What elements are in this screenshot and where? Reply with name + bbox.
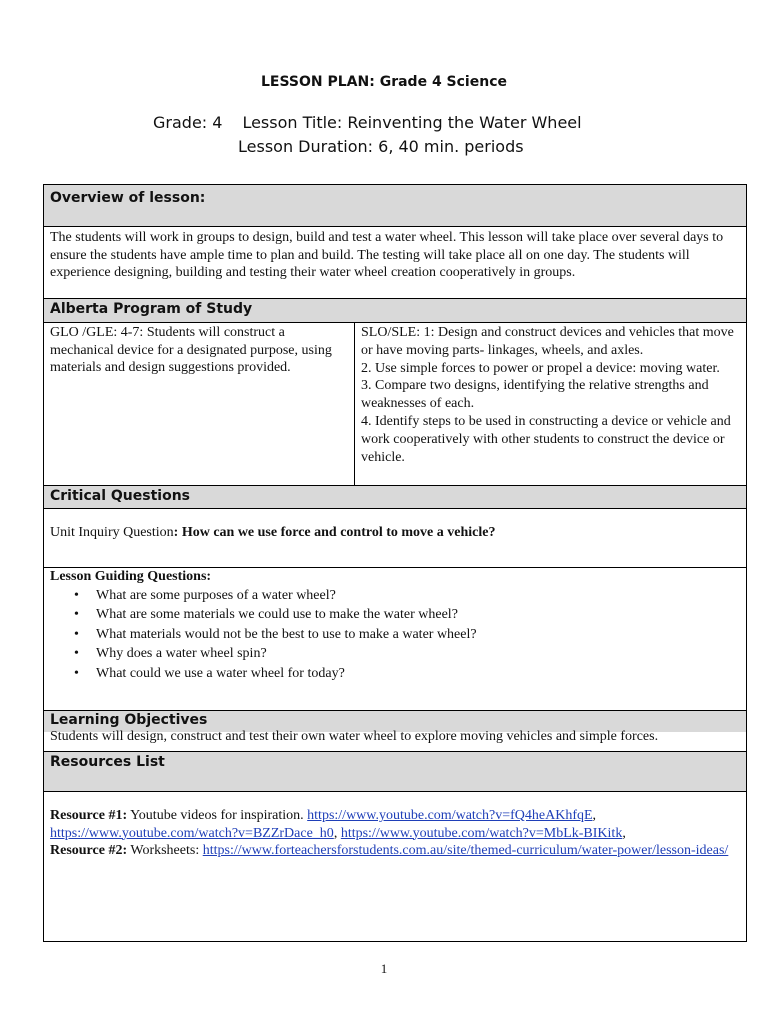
guiding-heading: Lesson Guiding Questions: bbox=[50, 569, 212, 584]
slo-item: 2. Use simple forces to power or propel a device: moving water. bbox=[361, 360, 720, 376]
list-item: • Why does a water wheel spin? bbox=[96, 644, 746, 664]
resource-2-text: Worksheets: bbox=[127, 843, 203, 858]
list-item: • What are some purposes of a water wheel? bbox=[96, 586, 746, 606]
resource-1-label: Resource #1: bbox=[50, 808, 128, 823]
slo-item: 4. Identify steps to be used in constructing a device or vehicle and work cooperatively with other students to construct the device or vehicle. bbox=[361, 413, 731, 465]
document-title: LESSON PLAN: Grade 4 Science bbox=[260, 74, 507, 90]
inquiry-question: : How can we use force and control to move a vehicle? bbox=[173, 525, 496, 540]
resource-link[interactable]: https://www.youtube.com/watch?v=MbLk-BIKitk bbox=[340, 825, 623, 841]
resource-1-text: Youtube videos for inspiration. bbox=[127, 808, 308, 823]
overview-text: The students will work in groups to design, build and test a water wheel. This lesson will take place over several days to ensure the students have ample time to plan and build. The testing will take place all on one day. The students will experience designing, building and testing their water wheel creation cooperatively in groups. bbox=[50, 230, 724, 280]
guiding-list bbox=[44, 586, 746, 684]
slo-item: 3. Compare two designs, identifying the relative strengths and weaknesses of each. bbox=[361, 378, 709, 412]
inquiry-label: Unit Inquiry Question bbox=[50, 525, 174, 540]
overview-heading-row bbox=[43, 184, 747, 226]
critical-heading: Critical Questions bbox=[50, 488, 190, 504]
overview-heading: Overview of lesson: bbox=[50, 190, 206, 206]
lesson-header bbox=[153, 113, 582, 132]
critical-heading-row bbox=[43, 485, 747, 508]
objectives-row bbox=[43, 710, 747, 751]
list-item: • What materials would not be the best to use to make a water wheel? bbox=[96, 625, 746, 645]
list-item: • What are some materials we could use to make the water wheel? bbox=[96, 605, 746, 625]
guiding-row bbox=[43, 567, 747, 710]
slo-item: SLO/SLE: 1: Design and construct devices and vehicles that move or have moving parts- linkages, wheels, and axles. bbox=[361, 325, 734, 358]
list-item: • What could we use a water wheel for today? bbox=[96, 664, 746, 684]
grade-label: Grade: 4 bbox=[153, 113, 223, 132]
resource-link[interactable]: https://www.forteachersforstudents.com.au/site/themed-curriculum/water-power/lesson-ideas/ bbox=[202, 843, 729, 858]
lesson-title: Lesson Title: Reinventing the Water Wheel bbox=[242, 113, 582, 132]
slo-cell bbox=[355, 323, 746, 485]
resources-body-row bbox=[43, 791, 747, 942]
resource-link[interactable]: https://www.youtube.com/watch?v=BZZrDace_h0 bbox=[50, 825, 334, 841]
inquiry-row bbox=[43, 508, 747, 567]
lesson-duration: Lesson Duration: 6, 40 min. periods bbox=[238, 137, 524, 156]
resources-heading-row bbox=[43, 751, 747, 791]
objectives-heading: Learning Objectives bbox=[50, 712, 208, 728]
resource-link[interactable]: https://www.youtube.com/watch?v=fQ4heAKhfqE bbox=[307, 808, 593, 823]
program-body-row bbox=[43, 322, 747, 485]
resource-2-label: Resource #2: bbox=[50, 843, 128, 858]
overview-body-row bbox=[43, 226, 747, 298]
program-heading-row bbox=[43, 298, 747, 322]
resources-heading: Resources List bbox=[50, 754, 165, 770]
glo-cell: GLO /GLE: 4-7: Students will construct a mechanical device for a designated purpose, using materials and design suggestions provided. bbox=[44, 323, 355, 485]
program-heading: Alberta Program of Study bbox=[50, 301, 253, 317]
objectives-text: Students will design, construct and test their own water wheel to explore moving vehicles and simple forces. bbox=[50, 729, 659, 744]
resources-text: Resource #1: Youtube videos for inspiration. https://www.youtube.com/watch?v=fQ4heAKhfqE, https://www.youtube.com/watch?v=BZZrDace_h0, https://www.youtube.com/watch?v=MbLk-BIKitk, Resource #2: Worksheets: https://www.forteachersforstudents.com.au/site/themed-curriculum/water-power/lesson-ideas/ bbox=[50, 808, 729, 858]
inquiry-line bbox=[44, 509, 746, 542]
page-number: 1 bbox=[380, 961, 388, 976]
